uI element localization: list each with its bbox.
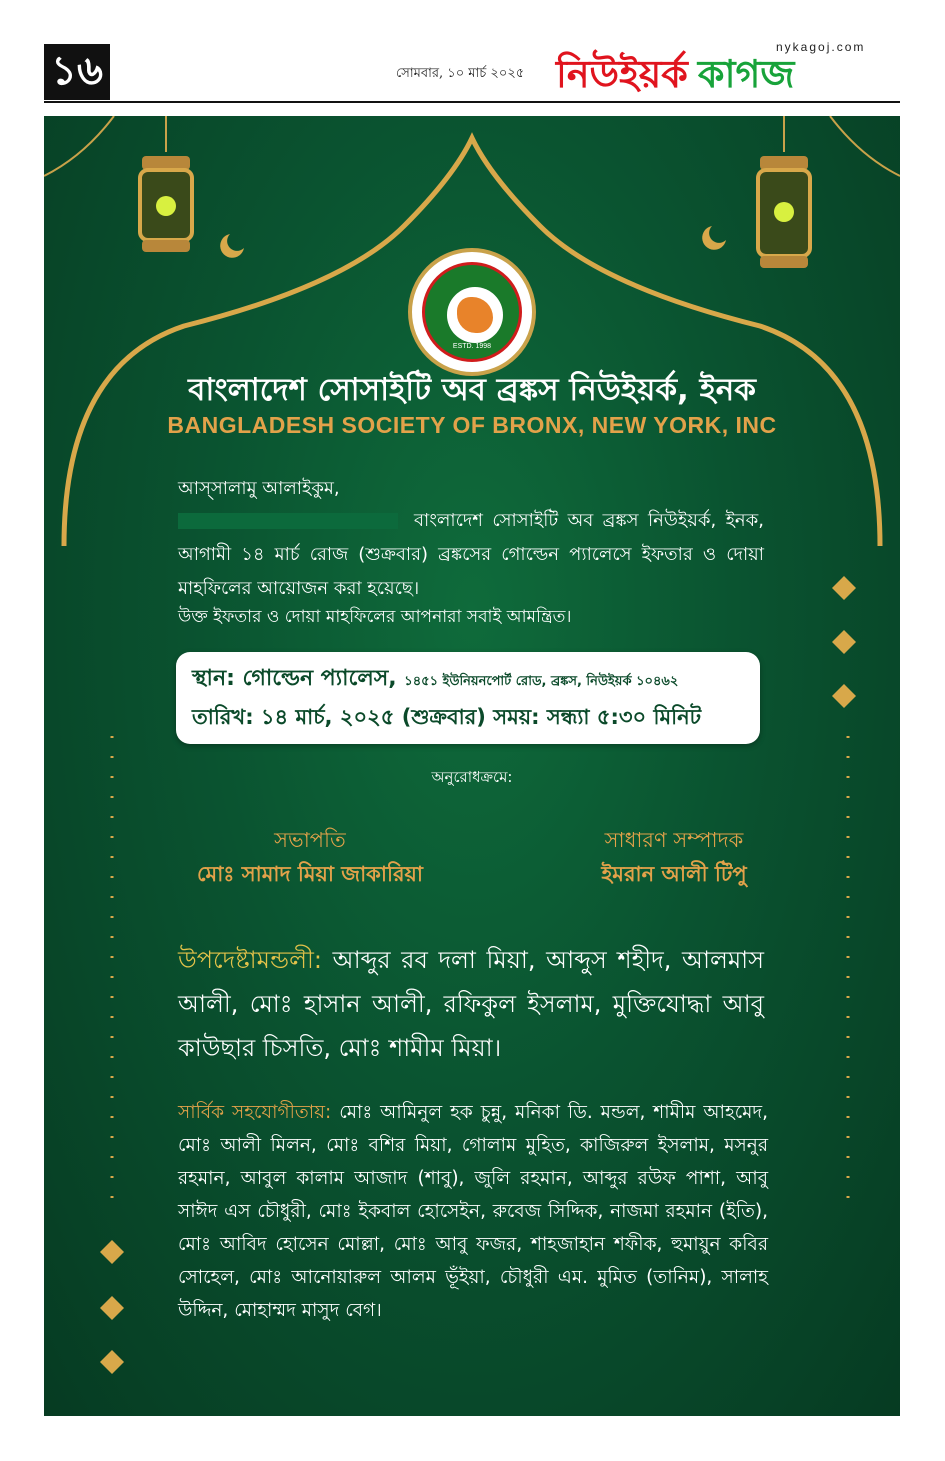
bangladesh-map-icon — [457, 297, 493, 333]
secretary-role: সাধারণ সম্পাদক — [604, 828, 744, 852]
right-crescent-icon — [702, 226, 726, 250]
announcement-text: বাংলাদেশ সোসাইটি অব ব্রঙ্কস নিউইয়র্ক, ইনক, আগামী ১৪ মার্চ রোজ (শুক্রবার) ব্রঙ্কসের গোল্ডেন প্যালেসে ইফতার ও দোয়া মাহফিলের আয়োজন করা হয়েছে। — [178, 510, 764, 599]
venue-address: ১৪৫১ ইউনিয়নপোর্ট রোড, ব্রঙ্কস, নিউইয়র্ক ১০৪৬২ — [404, 674, 679, 689]
request-label: অনুরোধক্রমে: — [431, 768, 513, 786]
title-bengali: বাংলাদেশ সোসাইটি অব ব্রঙ্কস নিউইয়র্ক, ইনক — [188, 372, 756, 408]
page-number: ১৬ — [44, 44, 110, 100]
site-url: nykagoj.com — [776, 40, 866, 54]
iftar-invitation-ad — [44, 116, 900, 1416]
greeting: আস্‌সালামু আলাইকুম, — [178, 478, 340, 499]
venue-label: স্থান: গোল্ডেন প্যালেস, — [192, 666, 397, 691]
logo-established: ESTD. 1998 — [452, 343, 492, 350]
left-lantern-icon — [140, 116, 192, 252]
issue-date: সোমবার, ১০ মার্চ ২০২৫ — [396, 66, 525, 81]
secretary-name: ইমরান আলী টিপু — [601, 862, 747, 886]
top-left-flourish — [44, 116, 114, 176]
brand-name-part1: নিউইয়র্ক — [556, 52, 688, 96]
right-diamond-ornaments — [832, 576, 856, 708]
newspaper-logo — [556, 52, 794, 96]
brand-name-part2: কাগজ — [697, 52, 795, 96]
advisors-block — [178, 938, 764, 1070]
advisors-names: আব্দুর রব দলা মিয়া, আব্দুস শহীদ, আলমাস আলী, মোঃ হাসান আলী, রফিকুল ইসলাম, মুক্তিযোদ্ধা আবু কাউছার চিসতি, মোঃ শামীম মিয়া। — [178, 946, 764, 1062]
redacted-text — [178, 513, 398, 529]
venue-line — [192, 662, 744, 699]
logo-inner — [447, 287, 503, 343]
president-name: মোঃ সামাদ মিয়া জাকারিয়া — [197, 862, 423, 886]
advisors-label: উপদেষ্টামন্ডলী: — [178, 946, 322, 974]
masthead-divider — [44, 101, 900, 103]
society-logo — [408, 248, 536, 376]
helpers-block — [178, 1096, 768, 1327]
invitation-line: উক্ত ইফতার ও দোয়া মাহফিলের আপনারা সবাই আমন্ত্রিত। — [178, 607, 572, 627]
title-english: BANGLADESH SOCIETY OF BRONX, NEW YORK, INC — [167, 412, 777, 438]
date-time-line: তারিখ: ১৪ মার্চ, ২০২৫ (শুক্রবার) সময়: সন্ধ্যা ৫:৩০ মিনিট — [192, 705, 702, 729]
logo-ring — [422, 262, 522, 362]
venue-box — [176, 652, 760, 744]
top-right-flourish — [830, 116, 900, 176]
right-lantern-icon — [758, 116, 810, 268]
helpers-label: সার্বিক সহযোগীতায়: — [178, 1102, 332, 1123]
left-crescent-icon — [220, 234, 244, 258]
announcement-paragraph — [178, 504, 764, 606]
helpers-names: মোঃ আমিনুল হক চুন্নু, মনিকা ডি. মন্ডল, শামীম আহমেদ, মোঃ আলী মিলন, মোঃ বশির মিয়া, গোলাম মুহিত, কাজিরুল ইসলাম, মসনুর রহমান, আবুল কালাম আজাদ (শাবু), জুলি রহমান, আব্দুর রউফ পাশা, আবু সাঈদ এস চৌধুরী, মোঃ ইকবাল হোসেইন, রুবেজ সিদ্দিক, নাজমা রহমান (ইতি), মোঃ আবিদ হোসেন মোল্লা, মোঃ আবু ফজর, শাহজাহান শফীক, হুমায়ুন কবির সোহেল, মোঃ আনোয়ারুল আলম ভূঁইয়া, চৌধুরী এম. মুমিত (তানিম), সালাহ উদ্দিন, মোহাম্মদ মাসুদ বেগ। — [178, 1102, 768, 1321]
president-role: সভাপতি — [274, 828, 346, 852]
left-diamond-ornaments — [100, 1240, 124, 1374]
